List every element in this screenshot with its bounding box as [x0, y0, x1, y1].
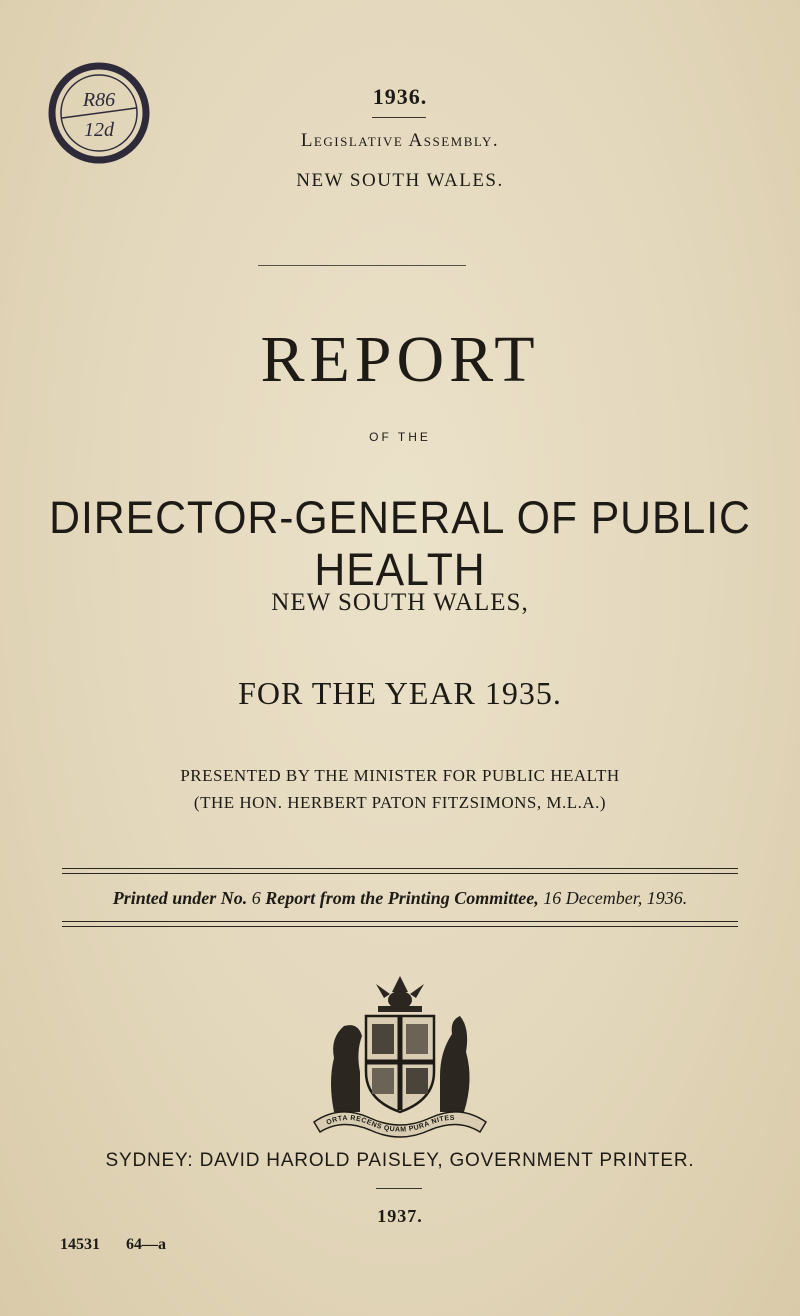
print-job-number: 14531 — [60, 1236, 100, 1253]
printing-note-word1: Printed — [112, 888, 168, 908]
print-job-ref: 64—a — [126, 1236, 166, 1253]
house-name: Legislative Assembly. — [300, 130, 500, 151]
divider — [258, 265, 466, 266]
divider — [376, 1188, 422, 1189]
printer-imprint: SYDNEY: DAVID HAROLD PAISLEY, GOVERNMENT PRINTER. — [105, 1150, 695, 1171]
printing-note — [0, 888, 800, 909]
divider — [372, 117, 426, 118]
office-title: DIRECTOR-GENERAL OF PUBLIC HEALTH — [49, 492, 751, 595]
report-period: FOR THE YEAR 1935. — [238, 675, 562, 711]
printing-note-word2: under — [172, 888, 217, 908]
printing-note-word3: No. — [220, 888, 248, 908]
stamp-text-top: R86 — [82, 89, 116, 111]
presented-by: PRESENTED BY THE MINISTER FOR PUBLIC HEALTH — [180, 766, 620, 785]
double-rule — [62, 868, 738, 874]
state-name: NEW SOUTH WALES, — [271, 589, 529, 616]
state-name-header: NEW SOUTH WALES. — [296, 170, 504, 191]
minister-name: (THE HON. HERBERT PATON FITZSIMONS, M.L.A.) — [193, 793, 607, 812]
document-title: REPORT — [260, 323, 540, 396]
double-rule — [62, 921, 738, 927]
printing-note-date: 16 December, 1936. — [543, 888, 688, 908]
arms-motto: ORTA RECENS QUAM PURA NITES — [325, 1114, 455, 1134]
stamp-text-bottom: 12d — [84, 119, 114, 141]
printing-note-committee: Report from the Printing Committee, — [265, 888, 539, 908]
publication-year: 1937. — [377, 1206, 423, 1226]
session-year: 1936. — [372, 84, 428, 109]
coat-of-arms-icon — [300, 972, 500, 1142]
title-connector: OF THE — [369, 430, 431, 444]
printing-note-number: 6 — [251, 888, 261, 908]
